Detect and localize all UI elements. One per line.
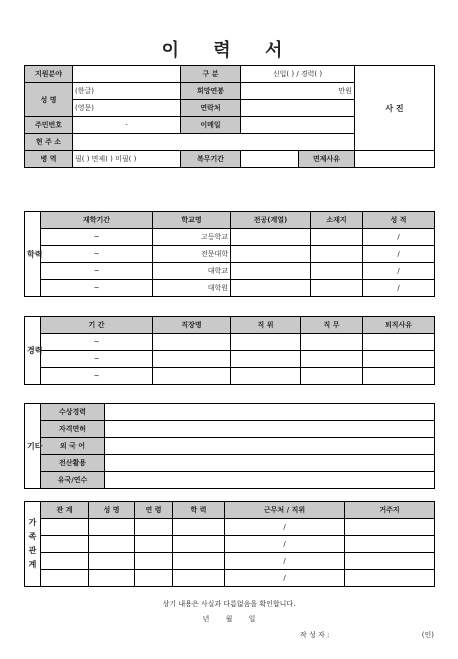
family-work-cell[interactable]: /: [225, 570, 345, 587]
education-table: [24, 211, 435, 297]
family-age-cell[interactable]: [135, 570, 173, 587]
education-header: 전공(계열): [231, 212, 311, 229]
family-header: 연 령: [135, 502, 173, 519]
career-company-cell[interactable]: [153, 368, 231, 385]
military-label: 병 역: [25, 151, 73, 168]
family-age-cell[interactable]: [135, 536, 173, 553]
family-side-label: 가족관계: [25, 502, 41, 587]
contact-label: 연락처: [181, 100, 241, 117]
family-name-cell[interactable]: [89, 536, 135, 553]
family-education-cell[interactable]: [173, 536, 225, 553]
date-line: 년 월 일: [202, 615, 256, 623]
family-table: [24, 501, 435, 587]
other-side-label: 기타: [25, 404, 41, 489]
other-row-field[interactable]: [105, 421, 435, 438]
exemption-reason-label: 면제사유: [299, 151, 355, 168]
family-header: 관 계: [41, 502, 89, 519]
career-period-cell[interactable]: ~: [41, 334, 153, 351]
career-reason-cell[interactable]: [363, 368, 435, 385]
family-work-cell[interactable]: /: [225, 536, 345, 553]
family-residence-cell[interactable]: [345, 519, 435, 536]
career-reason-cell[interactable]: [363, 334, 435, 351]
family-relation-cell[interactable]: [41, 553, 89, 570]
education-location-cell[interactable]: [311, 246, 363, 263]
career-row: [25, 351, 435, 368]
photo-box[interactable]: 사 진: [355, 66, 435, 151]
statement-text: 상기 내용은 사실과 다름없음을 확인합니다.: [162, 600, 296, 608]
family-name-cell[interactable]: [89, 570, 135, 587]
family-work-cell[interactable]: /: [225, 519, 345, 536]
education-major-cell[interactable]: [231, 229, 311, 246]
career-reason-cell[interactable]: [363, 351, 435, 368]
career-company-cell[interactable]: [153, 351, 231, 368]
other-row-label: 전산활용: [41, 455, 105, 472]
family-row: [25, 570, 435, 587]
family-row: [25, 553, 435, 570]
field-label: 지원분야: [25, 66, 73, 83]
education-location-cell[interactable]: [311, 263, 363, 280]
other-row-field[interactable]: [105, 404, 435, 421]
career-header: 직 위: [231, 317, 301, 334]
education-side-label: 학력: [25, 212, 41, 297]
type-value[interactable]: 신입( ) / 경력( ): [241, 66, 355, 83]
field-input[interactable]: [73, 66, 181, 83]
career-position-cell[interactable]: [231, 368, 301, 385]
education-school-cell[interactable]: 대학교: [153, 263, 231, 280]
family-relation-cell[interactable]: [41, 536, 89, 553]
family-work-cell[interactable]: /: [225, 553, 345, 570]
family-header: 성 명: [89, 502, 135, 519]
family-row: [25, 536, 435, 553]
other-row-label: 자격면허: [41, 421, 105, 438]
family-residence-cell[interactable]: [345, 570, 435, 587]
family-education-cell[interactable]: [173, 553, 225, 570]
education-grade-cell[interactable]: /: [363, 280, 435, 297]
military-options[interactable]: 필( ) 면제( ) 미필( ): [73, 151, 181, 168]
family-row: [25, 519, 435, 536]
writer-label: 작 성 자 :: [300, 631, 330, 639]
family-relation-cell[interactable]: [41, 570, 89, 587]
education-major-cell[interactable]: [231, 246, 311, 263]
basic-info-table: [24, 65, 435, 168]
service-period-label: 복무기간: [181, 151, 241, 168]
exemption-reason-field[interactable]: [355, 151, 435, 168]
education-major-cell[interactable]: [231, 280, 311, 297]
education-header: 학교명: [153, 212, 231, 229]
other-row-label: 외 국 어: [41, 438, 105, 455]
other-row-label: 유국/연수: [41, 472, 105, 489]
email-label: 이메일: [181, 117, 241, 134]
email-field[interactable]: [241, 117, 355, 134]
career-header: 직장명: [153, 317, 231, 334]
education-grade-cell[interactable]: /: [363, 246, 435, 263]
education-period-cell[interactable]: ~: [41, 280, 153, 297]
education-header: 성 적: [363, 212, 435, 229]
family-age-cell[interactable]: [135, 519, 173, 536]
service-period-field[interactable]: [241, 151, 299, 168]
rrn-field[interactable]: -: [73, 117, 181, 134]
other-row-label: 수상경력: [41, 404, 105, 421]
career-header: 기 간: [41, 317, 153, 334]
name-label: 성 명: [25, 83, 73, 117]
seal-mark: (인): [421, 631, 434, 639]
family-header: 학 력: [173, 502, 225, 519]
family-relation-cell[interactable]: [41, 519, 89, 536]
family-header: 근무처 / 직위: [225, 502, 345, 519]
career-row: [25, 368, 435, 385]
other-table: [24, 403, 435, 489]
education-row: [25, 280, 435, 297]
education-row: [25, 229, 435, 246]
address-label: 현 주 소: [25, 134, 73, 151]
education-header: 재학기간: [41, 212, 153, 229]
career-position-cell[interactable]: [231, 351, 301, 368]
family-name-cell[interactable]: [89, 553, 135, 570]
rrn-label: 주민번호: [25, 117, 73, 134]
signature-line: [300, 630, 440, 640]
contact-field[interactable]: [241, 100, 355, 117]
education-row: [25, 246, 435, 263]
career-duty-cell[interactable]: [301, 368, 363, 385]
career-company-cell[interactable]: [153, 334, 231, 351]
other-row-field[interactable]: [105, 438, 435, 455]
education-header: 소재지: [311, 212, 363, 229]
career-side-label: 경력: [25, 317, 41, 385]
education-school-cell[interactable]: 전문대학: [153, 246, 231, 263]
education-school-cell[interactable]: 고등학교: [153, 229, 231, 246]
education-row: [25, 263, 435, 280]
page-title: 이 력 서: [161, 40, 297, 61]
career-header: 퇴직사유: [363, 317, 435, 334]
career-row: [25, 334, 435, 351]
career-period-cell[interactable]: ~: [41, 368, 153, 385]
career-position-cell[interactable]: [231, 334, 301, 351]
education-major-cell[interactable]: [231, 263, 311, 280]
family-header: 거주지: [345, 502, 435, 519]
family-name-cell[interactable]: [89, 519, 135, 536]
other-row-field[interactable]: [105, 472, 435, 489]
family-age-cell[interactable]: [135, 553, 173, 570]
career-table: [24, 316, 435, 385]
name-kr-field[interactable]: (한글): [73, 83, 181, 100]
type-label: 구 분: [181, 66, 241, 83]
address-field[interactable]: [73, 134, 355, 151]
salary-field[interactable]: 만원: [241, 83, 355, 100]
career-duty-cell[interactable]: [301, 351, 363, 368]
education-period-cell[interactable]: ~: [41, 229, 153, 246]
education-grade-cell[interactable]: /: [363, 263, 435, 280]
education-location-cell[interactable]: [311, 280, 363, 297]
career-duty-cell[interactable]: [301, 334, 363, 351]
education-period-cell[interactable]: ~: [41, 246, 153, 263]
desired-salary-label: 희망연봉: [181, 83, 241, 100]
family-residence-cell[interactable]: [345, 553, 435, 570]
career-header: 직 무: [301, 317, 363, 334]
education-period-cell[interactable]: ~: [41, 263, 153, 280]
family-residence-cell[interactable]: [345, 536, 435, 553]
other-row-field[interactable]: [105, 455, 435, 472]
family-education-cell[interactable]: [173, 519, 225, 536]
career-period-cell[interactable]: ~: [41, 351, 153, 368]
name-en-field[interactable]: (영문): [73, 100, 181, 117]
family-education-cell[interactable]: [173, 570, 225, 587]
education-location-cell[interactable]: [311, 229, 363, 246]
education-school-cell[interactable]: 대학원: [153, 280, 231, 297]
education-grade-cell[interactable]: /: [363, 229, 435, 246]
